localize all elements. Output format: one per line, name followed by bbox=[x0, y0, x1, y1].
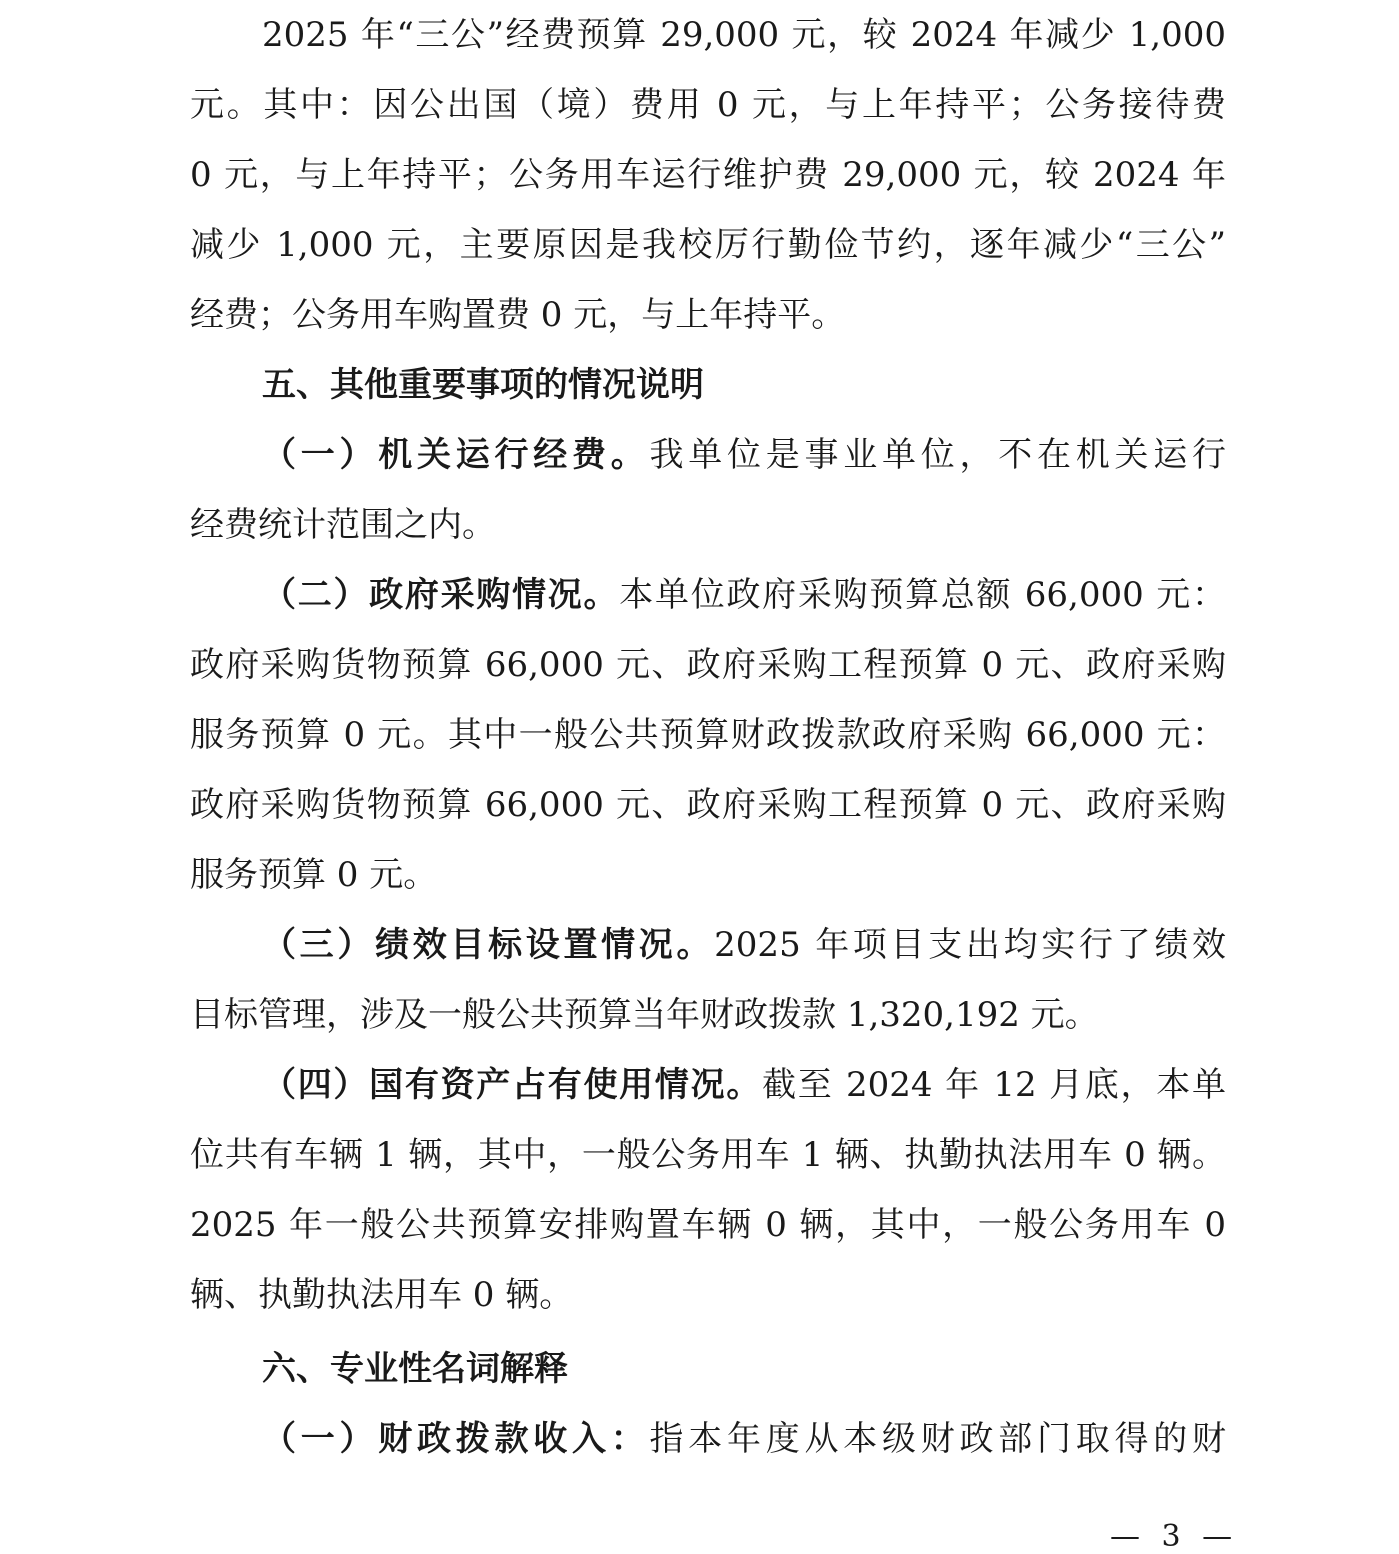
text-line: 政府采购货物预算 66,000 元、政府采购工程预算 0 元、政府采购 bbox=[190, 785, 1226, 825]
subsection-text: 2025 年项目支出均实行了绩效 bbox=[714, 925, 1226, 965]
subsection-title: （一）财政拨款收入： bbox=[262, 1419, 650, 1459]
subsection-title: （四）国有资产占有使用情况。 bbox=[262, 1065, 763, 1105]
subsection-text: 我单位是事业单位，不在机关运行 bbox=[649, 435, 1226, 475]
text-line: 0 元，与上年持平；公务用车运行维护费 29,000 元，较 2024 年 bbox=[190, 155, 1226, 195]
text-line: 辆、执勤执法用车 0 辆。 bbox=[190, 1275, 574, 1315]
section-heading: 五、其他重要事项的情况说明 bbox=[262, 365, 704, 405]
subsection-title: （一）机关运行经费。 bbox=[262, 435, 650, 475]
page-number: — 3 — bbox=[1110, 1519, 1239, 1554]
subsection-line bbox=[262, 560, 1226, 630]
text-line: 目标管理，涉及一般公共预算当年财政拨款 1,320,192 元。 bbox=[190, 995, 1099, 1035]
text-line: 服务预算 0 元。 bbox=[190, 855, 438, 895]
subsection-line bbox=[262, 910, 1226, 980]
subsection-title: （二）政府采购情况。 bbox=[262, 575, 620, 615]
subsection-line bbox=[262, 1050, 1226, 1120]
subsection-text: 本单位政府采购预算总额 66,000 元： bbox=[619, 575, 1227, 615]
text-line: 位共有车辆 1 辆，其中，一般公务用车 1 辆、执勤执法用车 0 辆。 bbox=[190, 1135, 1226, 1175]
section-heading: 六、专业性名词解释 bbox=[262, 1349, 568, 1389]
text-line: 服务预算 0 元。其中一般公共预算财政拨款政府采购 66,000 元： bbox=[190, 715, 1226, 755]
subsection-line bbox=[262, 420, 1226, 490]
text-line: 经费统计范围之内。 bbox=[190, 505, 496, 545]
subsection-text: 截至 2024 年 12 月底，本单 bbox=[762, 1065, 1226, 1105]
text-line: 元。其中：因公出国（境）费用 0 元，与上年持平；公务接待费 bbox=[190, 85, 1226, 125]
text-line: 经费；公务用车购置费 0 元，与上年持平。 bbox=[190, 295, 846, 335]
subsection-line bbox=[262, 1404, 1226, 1474]
text-line: 减少 1,000 元，主要原因是我校厉行勤俭节约，逐年减少“三公” bbox=[190, 225, 1226, 265]
subsection-text: 指本年度从本级财政部门取得的财 bbox=[649, 1419, 1226, 1459]
text-line: 2025 年一般公共预算安排购置车辆 0 辆，其中，一般公务用车 0 bbox=[190, 1205, 1226, 1245]
text-line: 2025 年“三公”经费预算 29,000 元，较 2024 年减少 1,000 bbox=[262, 15, 1226, 55]
text-line: 政府采购货物预算 66,000 元、政府采购工程预算 0 元、政府采购 bbox=[190, 645, 1226, 685]
subsection-title: （三）绩效目标设置情况。 bbox=[262, 925, 715, 965]
